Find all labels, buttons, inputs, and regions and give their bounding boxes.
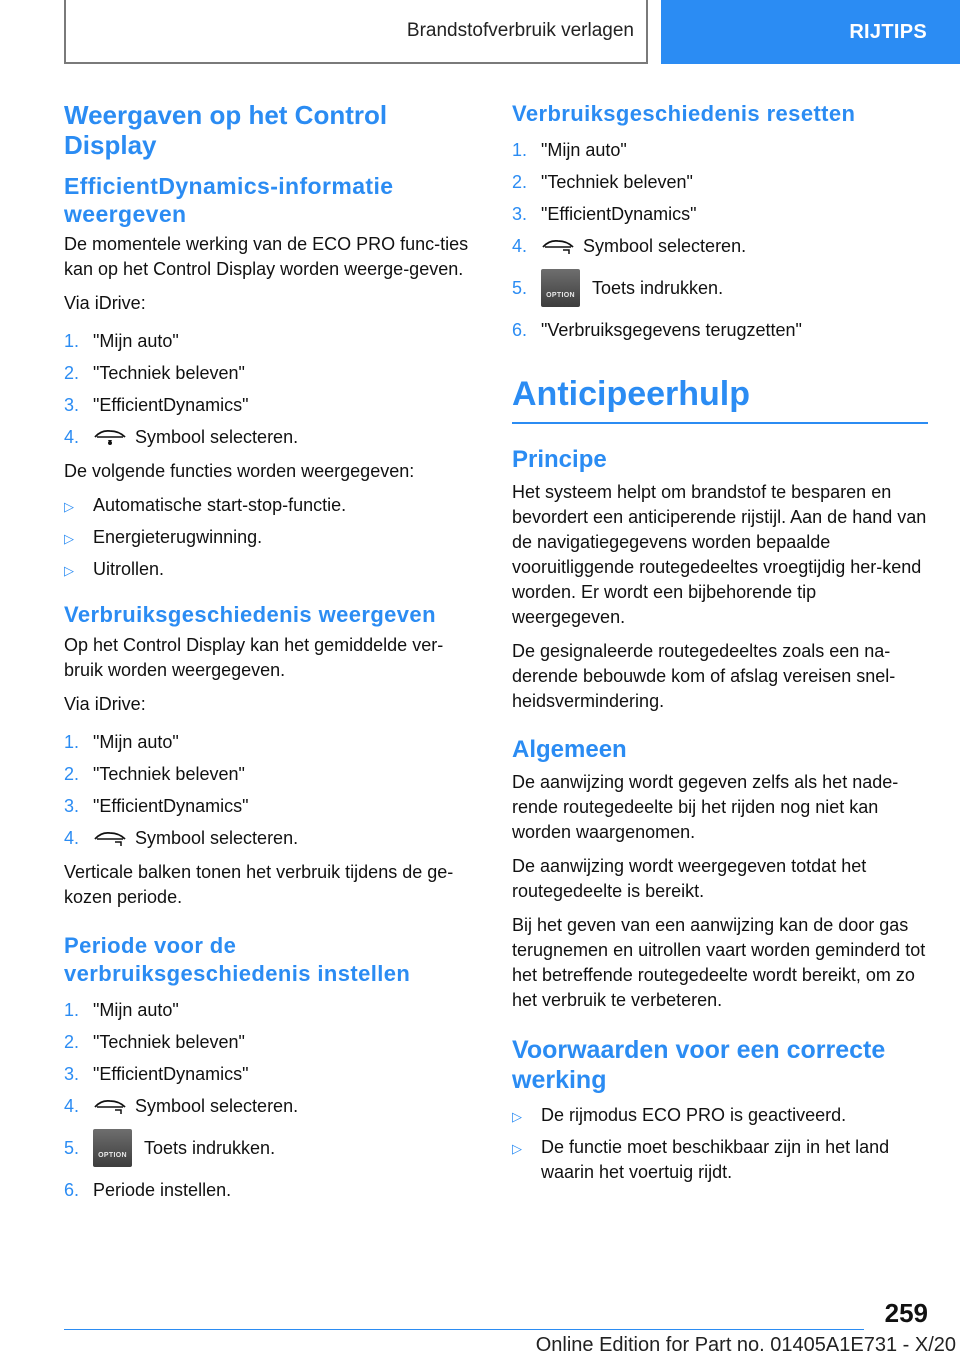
page-number: 259	[884, 1298, 928, 1328]
header-section-title: Brandstofverbruik verlagen	[64, 0, 648, 64]
list-item: 2. "Techniek beleven"	[64, 362, 245, 383]
list-item: 4. Symbool selecteren.	[512, 235, 747, 256]
list-item: ▷ De functie moet beschikbaar zijn in het land waarin het voertuig rijdt.	[512, 1137, 890, 1182]
consumption-car-icon	[541, 236, 575, 256]
paragraph: Op het Control Display kan het gemiddelde ver-bruik worden weergegeven.	[64, 635, 444, 680]
heading-algemeen: Algemeen	[512, 736, 627, 763]
steps-list	[64, 325, 478, 453]
list-item: 5. OPTION Toets indrukken.	[512, 262, 928, 314]
footer-edition: Online Edition for Part no. 01405A1E731 - X/20	[535, 1334, 956, 1356]
list-item: 6. "Verbruiksgegevens terugzetten"	[512, 319, 802, 340]
heading-voorwaarden: Voorwaarden voor een correcte werking	[512, 1036, 886, 1094]
list-item: 4. Symbool selecteren.	[64, 426, 299, 447]
list-item: 1. "Mijn auto"	[64, 999, 179, 1020]
paragraph: De momentele werking van de ECO PRO func-ties kan op het Control Display worden weerge-geven.	[64, 234, 469, 279]
section-divider	[512, 422, 928, 424]
heading-principe: Principe	[512, 446, 607, 473]
header-chapter-tab: RIJTIPS	[661, 0, 960, 64]
heading-verbruiksgeschiedenis-resetten: Verbruiksgeschiedenis resetten	[512, 101, 856, 126]
via-idrive-label: Via iDrive:	[64, 694, 146, 714]
list-item: 3. "EfficientDynamics"	[512, 203, 697, 224]
heading-periode-instellen: Periode voor de verbruiksgeschiedenis instellen	[64, 933, 411, 986]
list-item: 3. "EfficientDynamics"	[64, 1063, 249, 1084]
list-item: 6. Periode instellen.	[64, 1179, 232, 1200]
eco-car-icon	[93, 427, 127, 447]
paragraph: Bij het geven van een aanwijzing kan de door gas terugnemen en uitrollen vaart worden geminderd tot het betreffende routegedeelte wordt bereikt, om zo het verbruik te verbeteren.	[512, 915, 926, 1010]
list-item: ▷ Uitrollen.	[64, 559, 165, 579]
list-item: 4. Symbool selecteren.	[64, 1095, 299, 1116]
bullet-list	[512, 1103, 928, 1185]
via-idrive-label: Via iDrive:	[64, 293, 146, 313]
consumption-car-icon	[93, 828, 127, 848]
heading-efficientdynamics-info: EfficientDynamics-informatie weergeven	[64, 173, 394, 227]
option-button-icon: OPTION	[541, 269, 580, 307]
heading-anticipeerhulp: Anticipeerhulp	[512, 375, 751, 413]
heading-verbruiksgeschiedenis-weergeven: Verbruiksgeschiedenis weergeven	[64, 602, 436, 627]
list-item: 3. "EfficientDynamics"	[64, 795, 249, 816]
list-item: ▷ De rijmodus ECO PRO is geactiveerd.	[512, 1105, 847, 1125]
paragraph: De volgende functies worden weergegeven:	[64, 461, 415, 481]
steps-list	[512, 134, 928, 346]
list-item: 2. "Techniek beleven"	[512, 171, 693, 192]
paragraph: Verticale balken tonen het verbruik tijdens de ge-kozen periode.	[64, 862, 454, 907]
bullet-list	[64, 493, 478, 583]
list-item: ▷ Energieterugwinning.	[64, 527, 263, 547]
paragraph: Het systeem helpt om brandstof te besparen en bevordert een anticiperende rijstijl. Aan de hand van de navigatiegegevens worden bepaalde vooruitliggende routegedeeltes vroegtijdig her-kend worden. Er wordt een bijbehorende tip weergegeven.	[512, 482, 927, 627]
heading-control-display: Weergaven op het Control Display	[64, 100, 388, 160]
consumption-car-icon	[93, 1096, 127, 1116]
list-item: 1. "Mijn auto"	[64, 731, 179, 752]
list-item: 1. "Mijn auto"	[64, 330, 179, 351]
left-column	[64, 100, 478, 1212]
list-item: 2. "Techniek beleven"	[64, 763, 245, 784]
paragraph: De aanwijzing wordt gegeven zelfs als het nade-rende routegedeelte bij het rijden nog niet kan worden waargenomen.	[512, 772, 899, 842]
list-item: 5. OPTION Toets indrukken.	[64, 1122, 478, 1174]
list-item: 2. "Techniek beleven"	[64, 1031, 245, 1052]
option-button-icon: OPTION	[93, 1129, 132, 1167]
footer-divider	[64, 1329, 864, 1330]
list-item: 4. Symbool selecteren.	[64, 827, 299, 848]
list-item: 1. "Mijn auto"	[512, 139, 627, 160]
right-column	[512, 100, 928, 1191]
list-item: 3. "EfficientDynamics"	[64, 394, 249, 415]
paragraph: De gesignaleerde routegedeeltes zoals een na-derende bebouwde kom of afslag vereisen snel-heidsvermindering.	[512, 641, 896, 711]
list-item: ▷ Automatische start-stop-functie.	[64, 495, 347, 515]
paragraph: De aanwijzing wordt weergegeven totdat het routegedeelte is bereikt.	[512, 856, 867, 901]
steps-list	[64, 994, 478, 1206]
steps-list	[64, 726, 478, 854]
